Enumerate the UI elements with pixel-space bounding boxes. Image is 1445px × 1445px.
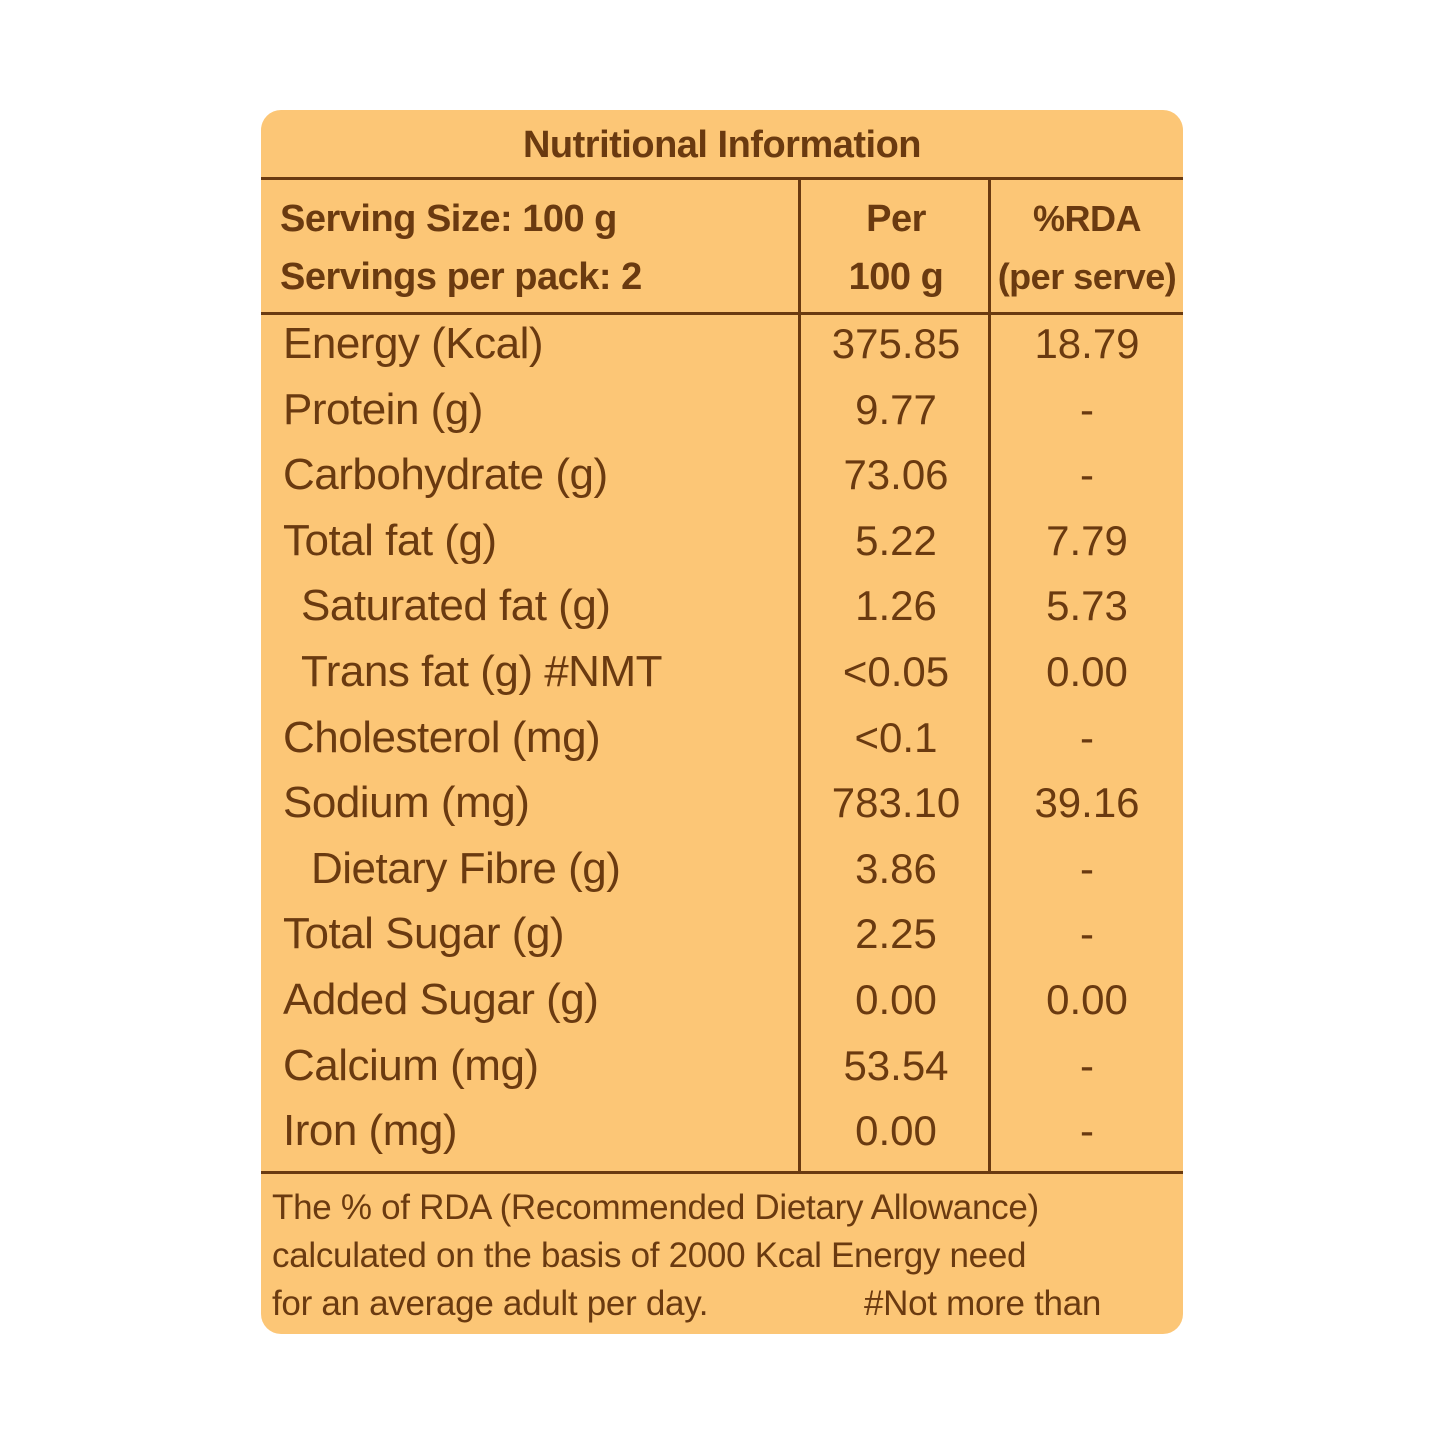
nutrient-name: Total fat (g) <box>283 515 497 565</box>
serving-info <box>280 190 800 306</box>
nutrition-label-panel <box>261 110 1183 1334</box>
label-title: Nutritional Information <box>522 124 922 166</box>
table-row <box>261 838 1183 904</box>
nutrient-table <box>261 313 1183 1166</box>
nutrient-name: Calcium (mg) <box>283 1040 539 1090</box>
nutrient-name: Saturated fat (g) <box>301 581 611 631</box>
rda-value: - <box>1080 910 1094 958</box>
rda-header-line2: (per serve) <box>997 256 1177 297</box>
per-100g-value: 53.54 <box>843 1041 949 1089</box>
nutrient-name: Sodium (mg) <box>283 778 530 828</box>
rda-value: - <box>1080 451 1094 499</box>
per-100g-header <box>801 190 991 306</box>
serving-size: Serving Size: 100 g <box>280 198 617 240</box>
table-row <box>261 313 1183 379</box>
rda-value: - <box>1080 713 1094 761</box>
rda-footnote <box>272 1184 1178 1328</box>
rda-value: - <box>1080 1107 1094 1155</box>
table-bottom-divider <box>261 1171 1183 1174</box>
table-row <box>261 444 1183 510</box>
nutrient-name: Dietary Fibre (g) <box>311 843 621 893</box>
table-row <box>261 510 1183 576</box>
table-row <box>261 1035 1183 1101</box>
table-row <box>261 707 1183 773</box>
table-row <box>261 1100 1183 1166</box>
servings-per-pack: Servings per pack: 2 <box>280 256 642 298</box>
per-100g-value: 2.25 <box>855 910 937 958</box>
title-divider <box>261 177 1183 180</box>
nmt-note: #Not more than <box>864 1284 1102 1323</box>
per-header-line2: 100 g <box>848 256 944 298</box>
nutrient-name: Protein (g) <box>283 384 483 434</box>
rda-header-line1: %RDA <box>1032 198 1141 239</box>
nutrient-name: Iron (mg) <box>283 1106 457 1156</box>
table-row <box>261 903 1183 969</box>
nutrient-name: Total Sugar (g) <box>283 909 565 959</box>
footnote-line-3 <box>272 1280 1178 1328</box>
nutrient-name: Energy (Kcal) <box>283 319 544 368</box>
table-row <box>261 379 1183 445</box>
rda-value: 5.73 <box>1046 582 1128 630</box>
rda-value: - <box>1080 385 1094 433</box>
rda-value: 0.00 <box>1046 975 1128 1023</box>
per-100g-value: 783.10 <box>831 779 961 827</box>
rda-value: 39.16 <box>1034 779 1140 827</box>
per-100g-value: 0.00 <box>855 1107 937 1155</box>
per-100g-value: <0.1 <box>854 713 938 761</box>
footnote-line-3-text: for an average adult per day. <box>272 1284 709 1323</box>
table-row <box>261 772 1183 838</box>
rda-value: - <box>1080 1041 1094 1089</box>
nutrient-name: Added Sugar (g) <box>283 974 599 1024</box>
table-row <box>261 575 1183 641</box>
per-100g-value: 3.86 <box>855 844 937 892</box>
footnote-line-1: The % of RDA (Recommended Dietary Allowance) <box>272 1188 1039 1227</box>
per-100g-value: 375.85 <box>831 320 961 367</box>
rda-header <box>991 190 1183 306</box>
nutrient-name: Carbohydrate (g) <box>283 450 608 500</box>
rda-value: 7.79 <box>1046 516 1128 564</box>
table-row <box>261 969 1183 1035</box>
nutrient-name: Trans fat (g) #NMT <box>301 646 662 696</box>
per-100g-value: 5.22 <box>855 516 937 564</box>
nutrient-name: Cholesterol (mg) <box>283 712 601 762</box>
footnote-line-2: calculated on the basis of 2000 Kcal Energy need <box>272 1236 1027 1275</box>
rda-value: 0.00 <box>1046 647 1128 695</box>
rda-value: 18.79 <box>1034 320 1140 367</box>
per-100g-value: <0.05 <box>842 647 950 695</box>
per-100g-value: 1.26 <box>855 582 937 630</box>
per-100g-value: 73.06 <box>843 451 949 499</box>
per-100g-value: 9.77 <box>855 385 937 433</box>
rda-value: - <box>1080 844 1094 892</box>
per-header-line1: Per <box>866 198 926 240</box>
table-row <box>261 641 1183 707</box>
per-100g-value: 0.00 <box>855 975 937 1023</box>
